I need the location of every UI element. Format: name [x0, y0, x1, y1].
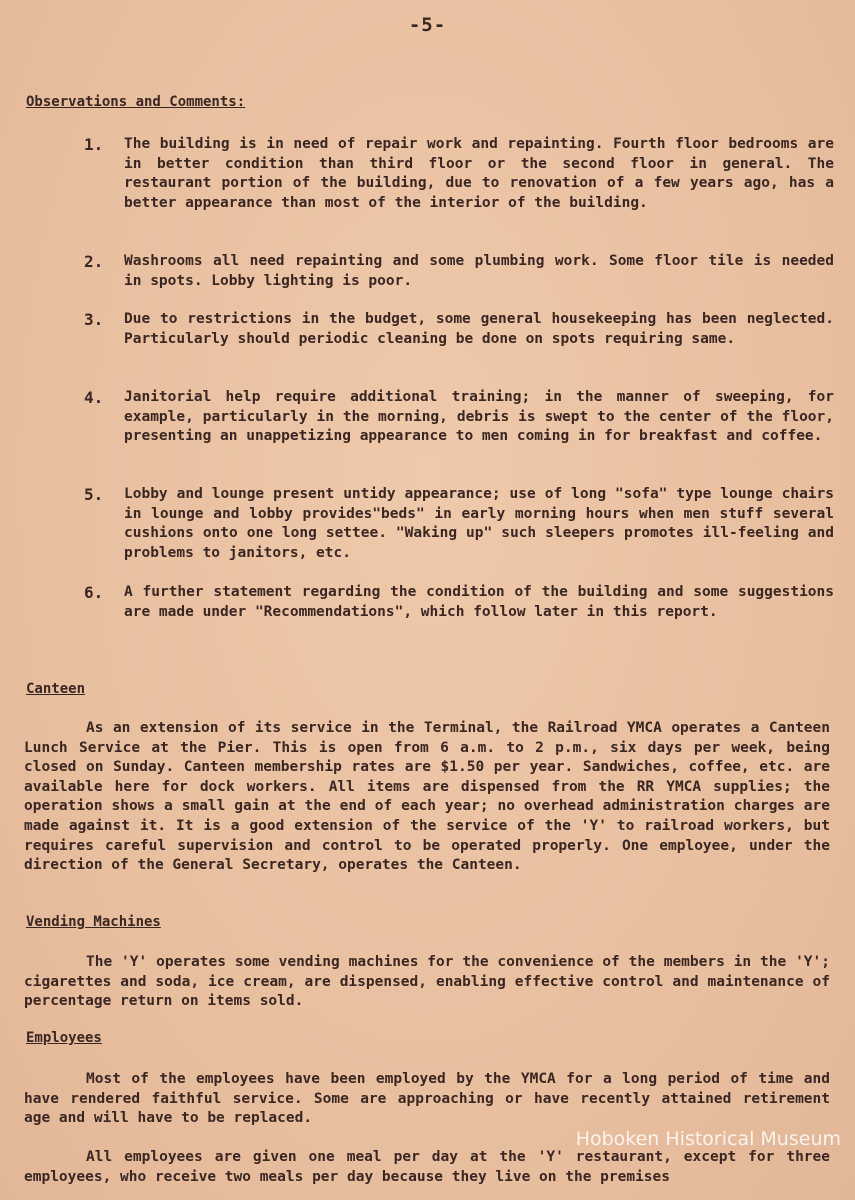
item-text: Due to restrictions in the budget, some general housekeeping has been neglected. Particularly should periodic cleaning be done on spots requiring same. [124, 311, 834, 347]
item-number: 4. [84, 388, 104, 407]
item-text: Janitorial help require additional training; in the manner of sweeping, for example, particularly in the morning, debris is swept to the center of the floor, presenting an unappetizing appearance to men coming in for breakfast and coffee. [124, 389, 834, 445]
vending-machines-heading: Vending Machines [26, 914, 161, 930]
item-text: Lobby and lounge present untidy appearance; use of long "sofa" type lounge chairs in lounge and lobby provides"beds" in early morning hours when men stuff several cushions onto one long settee. "Waking up" such sleepers promotes ill-feeling and problems to janitors, etc. [124, 486, 834, 561]
canteen-paragraph: As an extension of its service in the Terminal, the Railroad YMCA operates a Canteen Lunch Service at the Pier. This is open from 6 a.m. to 2 p.m., six days per week, being closed on Sunday. Canteen membership rates are $1.50 per year. Sandwiches, coffee, etc. are available here for dock workers. All items are dispensed from the RR YMCA supplies; the operation shows a small gain at the end of each year; no overhead administration charges are made against it. It is a good extension of the service of the 'Y' to railroad workers, but requires careful supervision and control to be operated properly. One employee, under the direction of the General Secretary, operates the Canteen. [24, 720, 830, 874]
canteen-heading: Canteen [26, 681, 86, 697]
museum-watermark: Hoboken Historical Museum [575, 1128, 841, 1150]
employees-paragraph-1: Most of the employees have been employed by the YMCA for a long period of time and have rendered faithful service. Some are approaching or have recently attained retirement age and will have to be replaced. [24, 1071, 830, 1127]
item-text: The building is in need of repair work and repainting. Fourth floor bedrooms are in better condition than third floor or the second floor in general. The restaurant portion of the building, due to renovation of a few years ago, has a better appearance than most of the interior of the building. [124, 136, 834, 211]
employees-heading: Employees [26, 1030, 102, 1046]
item-number: 5. [84, 485, 104, 504]
item-text: A further statement regarding the condition of the building and some suggestions are made under "Recommendations", which follow later in this report. [124, 584, 834, 620]
vending-paragraph: The 'Y' operates some vending machines for the convenience of the members in the 'Y'; cigarettes and soda, ice cream, are dispensed, enabling effective control and maintenance of percentage return on items sold. [24, 954, 830, 1010]
observations-heading: Observations and Comments: [26, 94, 246, 110]
item-text: Washrooms all need repainting and some plumbing work. Some floor tile is needed in spots. Lobby lighting is poor. [124, 253, 834, 289]
item-number: 2. [84, 252, 104, 271]
employees-paragraph-2: All employees are given one meal per day at the 'Y' restaurant, except for three employees, who receive two meals per day because they live on the premises [24, 1149, 830, 1185]
item-number: 6. [84, 583, 104, 602]
page-number: -5- [408, 14, 447, 36]
item-number: 1. [84, 135, 104, 154]
item-number: 3. [84, 310, 104, 329]
